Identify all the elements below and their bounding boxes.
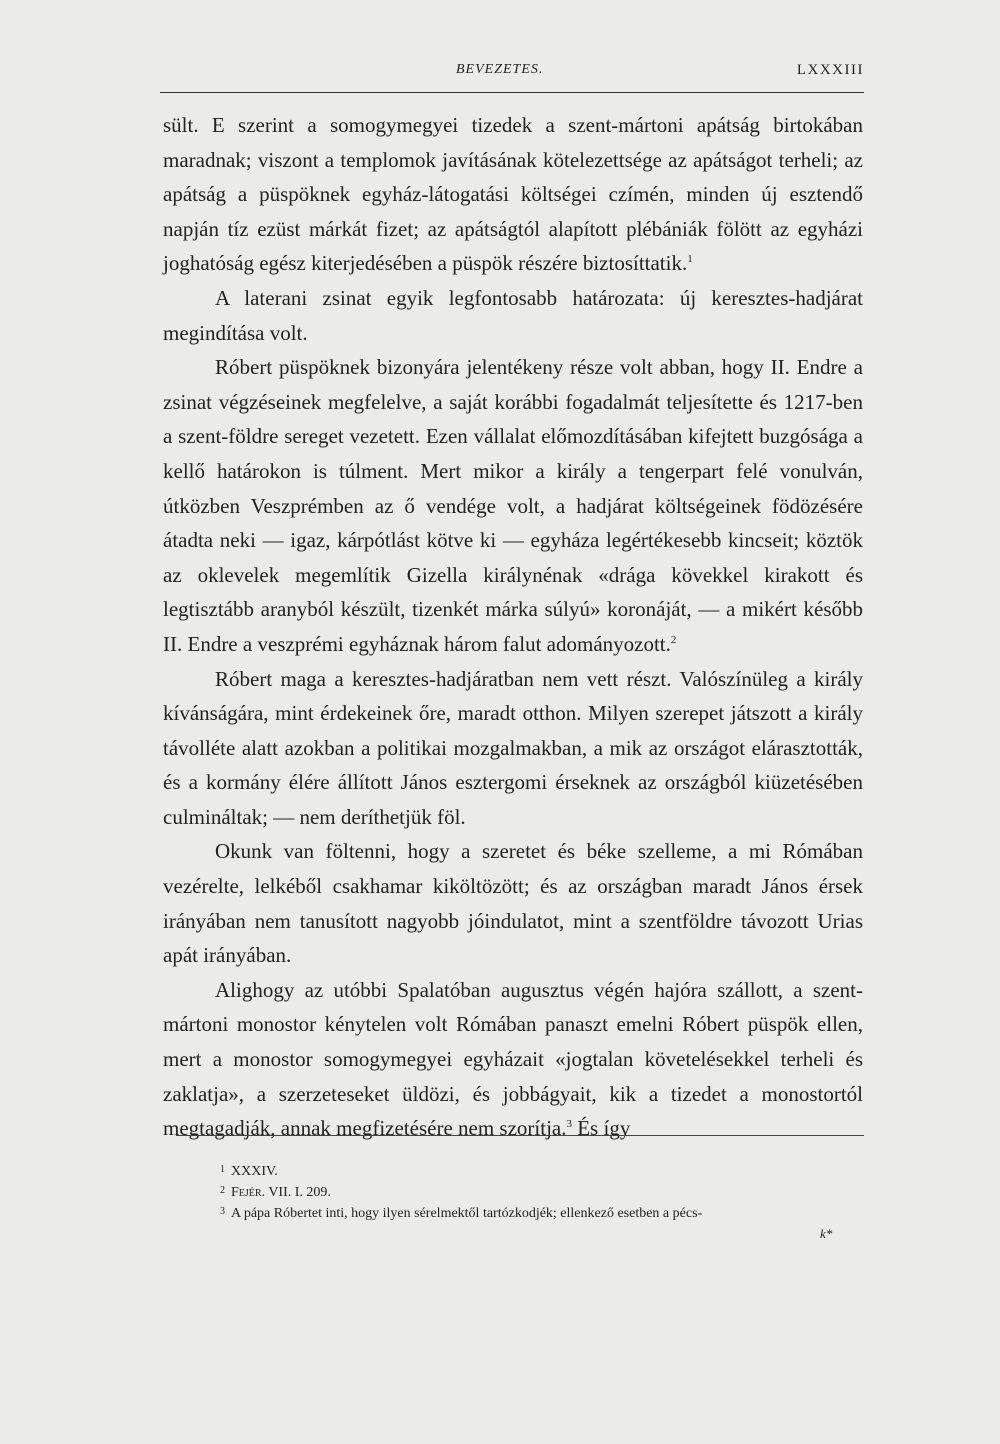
- signature-mark: k*: [820, 1226, 833, 1241]
- body-text: [163, 108, 863, 1146]
- footnote-2: $^2$ Fejér. VII. I. 209.: [220, 1185, 331, 1200]
- footnote-ref-1: 1: [687, 253, 693, 266]
- paragraph-2: A laterani zsinat egyik legfontosabb határozata: új keresztes-hadjárat megindítása volt.: [163, 285, 863, 345]
- footnote-1: $^1$ XXXIV.: [220, 1164, 278, 1179]
- footnote-rule: [176, 1135, 864, 1136]
- footnotes: [220, 1160, 864, 1223]
- paragraph-3: Róbert püspöknek bizonyára jelentékeny része volt abban, hogy II. Endre a zsinat végzéseinek megfelelve, a saját korábbi fogadalmát teljesítette és 1217-ben a szent-földre sereget vezetett. Ezen vállalat előmozdításában kifejtett buzgósága a kellő határokon is túlment. Mert mikor a király a tengerpart felé vonulván, útközben Veszprémben az ő vendége volt, a hadjárat költségeinek födözésére átadta neki — igaz, kárpótlást kötve ki — egyháza legértékesebb kincseit; köztök az oklevelek megemlítik Gizella királynénak «drága kövekkel kirakott és legtisztább aranyból készült, tizenkét márka súlyú» koronáját, — a mikért később II. Endre a veszprémi egyháznak három falut adományozott.$^2$: [163, 355, 863, 656]
- paragraph-6: Alighogy az utóbbi Spalatóban augusztus végén hajóra szállott, a szent-mártoni monostor kénytelen volt Rómában panaszt emelni Róbert püspök ellen, mert a monostor somogymegyei egyházait «jogtalan követelésekkel terheli és zaklatja», a szerzeteseket üldözi, és jobbágyait, kik a tizedet a monostortól megtagadják, annak megfizetésére nem szorítja.$^3$ És így: [163, 977, 863, 1141]
- footnote-ref-2: 2: [670, 633, 677, 646]
- footnote-ref-3: 3: [566, 1118, 572, 1131]
- page-number: LXXXIII: [796, 62, 864, 78]
- running-head-title: BEVEZETES.: [456, 62, 544, 77]
- paragraph-5: Okunk van föltenni, hogy a szeretet és béke szelleme, a mi Rómában vezérelte, lelkéből csakhamar kiköltözött; és az országban maradt János érsek irányában nem tanusított nagyobb jóindulatot, mint a szentföldre távozott Urias apát irányában.: [163, 839, 863, 968]
- running-head: [160, 62, 864, 86]
- paragraph-4: Róbert maga a keresztes-hadjáratban nem vett részt. Valószínüleg a király kívánságára, mint érdekeinek őre, maradt otthon. Milyen szerepet játszott a király távolléte alatt azokban a politikai mozgalmakban, a mik az országot elárasztották, és a kormány élére állított János esztergomi érseknek az országból kiüzetésében culmináltak; — nem deríthetjük föl.: [163, 666, 863, 829]
- paragraph-1: sült. E szerint a somogymegyei tizedek a szent-mártoni apátság birtokában maradnak; viszont a templomok javításának kötelezettsége az apátságot terheli; az apátság a püspöknek egyház-látogatási költségei czímén, minden új esztendő napján tíz ezüst márkát fizet; az apátságtól alapított plébániák fölött az egyházi joghatóság egész kiterjedésében a püspök részére biztosíttatik.$^1$: [163, 113, 863, 276]
- footnote-3: $^3$ A pápa Róbertet inti, hogy ilyen sérelmektől tartózkodjék; ellenkező esetben a pécs-: [220, 1206, 703, 1221]
- header-rule: [160, 92, 864, 93]
